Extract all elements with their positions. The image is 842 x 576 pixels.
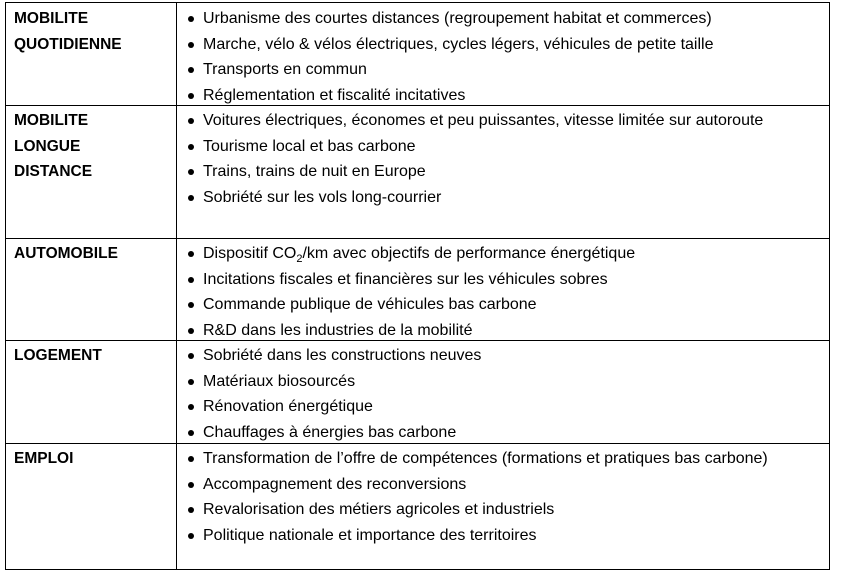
category-label bbox=[14, 241, 174, 267]
list-item: R&D dans les industries de la mobilité bbox=[186, 318, 809, 344]
list-item: Revalorisation des métiers agricoles et industriels bbox=[186, 497, 809, 523]
measure-list bbox=[186, 446, 809, 548]
table-row bbox=[6, 238, 829, 341]
list-item: Transports en commun bbox=[186, 57, 809, 83]
table-row bbox=[6, 443, 829, 569]
category-label bbox=[14, 343, 174, 369]
category-label bbox=[14, 108, 174, 185]
list-item: Voitures électriques, économes et peu puissantes, vitesse limitée sur autoroute bbox=[186, 108, 809, 134]
category-line: EMPLOI bbox=[14, 450, 74, 467]
list-item: Tourisme local et bas carbone bbox=[186, 134, 809, 160]
list-item: Rénovation énergétique bbox=[186, 394, 809, 420]
category-label bbox=[14, 446, 174, 472]
table-row bbox=[6, 105, 829, 239]
category-line: AUTOMOBILE bbox=[14, 245, 118, 262]
measure-list bbox=[186, 241, 809, 343]
measures-table bbox=[5, 2, 830, 570]
list-item: Dispositif $CO_2/km$ avec objectifs de performance énergétique bbox=[186, 241, 809, 267]
table-row bbox=[6, 340, 829, 444]
list-item: Marche, vélo & vélos électriques, cycles légers, véhicules de petite taille bbox=[186, 32, 809, 58]
list-item: Incitations fiscales et financières sur les véhicules sobres bbox=[186, 267, 809, 293]
category-line: QUOTIDIENNE bbox=[14, 35, 122, 53]
table-row bbox=[6, 3, 829, 106]
category-label bbox=[14, 6, 174, 57]
list-item: Chauffages à énergies bas carbone bbox=[186, 420, 809, 446]
category-line: DISTANCE bbox=[14, 163, 93, 180]
category-line: MOBILITE bbox=[14, 112, 89, 129]
list-item: Matériaux biosourcés bbox=[186, 369, 809, 395]
list-item: Sobriété dans les constructions neuves bbox=[186, 343, 809, 369]
measure-list bbox=[186, 6, 809, 108]
list-item: Commande publique de véhicules bas carbone bbox=[186, 292, 809, 318]
measure-list bbox=[186, 343, 809, 445]
category-line: MOBILITE bbox=[14, 10, 89, 27]
list-item: Réglementation et fiscalité incitatives bbox=[186, 83, 809, 109]
category-line: LONGUE bbox=[14, 137, 81, 155]
list-item: Transformation de l’offre de compétences (formations et pratiques bas carbone) bbox=[186, 446, 809, 472]
measure-list bbox=[186, 108, 809, 210]
list-item: Urbanisme des courtes distances (regroupement habitat et commerces) bbox=[186, 6, 809, 32]
category-line: LOGEMENT bbox=[14, 347, 102, 364]
list-item: Trains, trains de nuit en Europe bbox=[186, 159, 809, 185]
list-item: Sobriété sur les vols long-courrier bbox=[186, 185, 809, 211]
list-item: Politique nationale et importance des territoires bbox=[186, 523, 809, 549]
list-item: Accompagnement des reconversions bbox=[186, 472, 809, 498]
